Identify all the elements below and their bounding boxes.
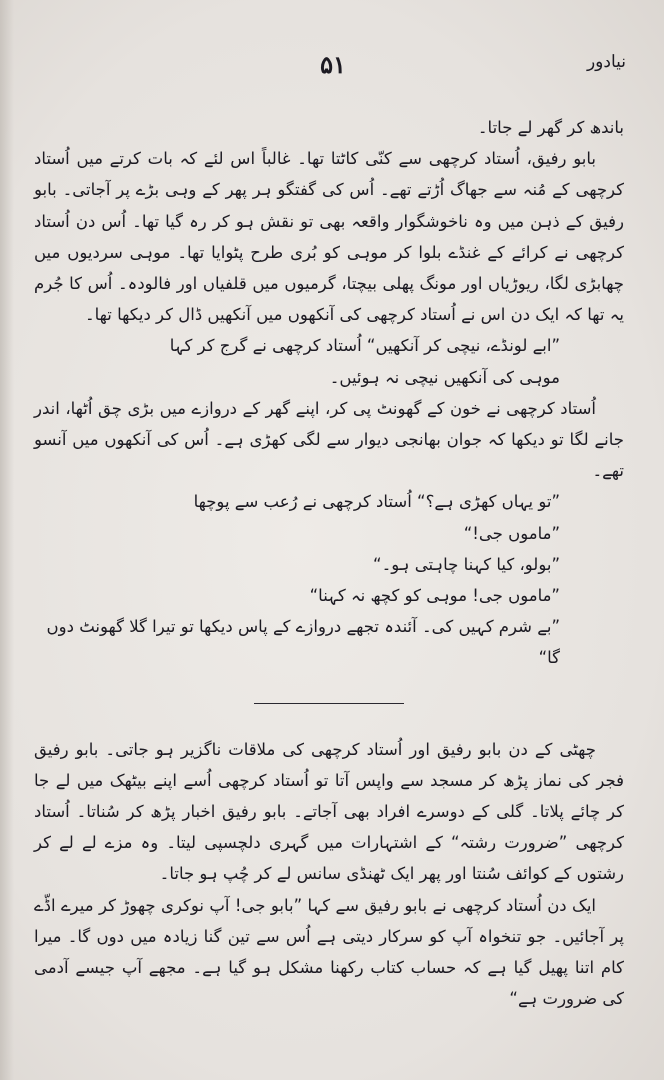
section-divider (254, 703, 404, 704)
paragraph-1: باندھ کر گھر لے جاتا۔ (477, 118, 624, 137)
dialogue-line-3: ”تو یہاں کھڑی ہے؟“ اُستاد کرچھی نے رُعب سے پوچھا (193, 492, 560, 512)
paragraph-3: اُستاد کرچھی نے خون کے گھونٹ پی کر، اپنے گھر کے دروازے میں بڑی چق اُٹھا، اندر جانے لگا تو دیکھا کہ جوان بھانجی دیوار سے لگی کھڑی ہے۔ اُس کی آنکھوں میں آنسو تھے۔ (34, 398, 624, 481)
page-header (40, 52, 626, 86)
dialogue-line-6: ”ماموں جی! موہی کو کچھ نہ کہنا“ (309, 586, 560, 606)
paragraph-2: بابو رفیق، اُستاد کرچھی سے کنّی کاٹتا تھا۔ غالباً اس لئے کہ بات کرتے میں اُستاد کرچھی کے مُنہ سے جھاگ اُڑتے تھے۔ اُس کی گفتگو ہر پھر کے وہی بڑے پر آجاتی۔ بابو رفیق کے ذہن میں وہ ناخوشگوار واقعہ بھی تو نقش ہو کر رہ گیا تھا۔ اُس دن اُستاد کرچھی نے کرائے کے غنڈے بلوا کر موہی کو بُری طرح پٹوایا تھا۔ موہی سردیوں میں چھابڑی لگا، ریوڑیاں اور مونگ پھلی بیچتا، گرمیوں میں قلفیاں اور فالودہ۔ اُس کا جُرم یہ تھا کہ ایک دن اس نے اُستاد کرچھی کی آنکھوں میں آنکھیں ڈال کر دیکھا تھا۔ (34, 149, 624, 325)
paragraph-5: ایک دن اُستاد کرچھی نے بابو رفیق سے کہا ”بابو جی! آپ نوکری چھوڑ کر میرے اڈّے پر آجائیں۔ جو تنخواہ آپ کو سرکار دیتی ہے اُس سے تین گنا زیادہ میں دوں گا۔ میرا کام اتنا پھیل گیا ہے کہ حساب کتاب رکھنا مشکل ہو گیا ہے۔ مجھے آپ جیسے آدمی کی ضرورت ہے“ (34, 895, 624, 1009)
body-text (34, 112, 624, 1014)
paragraph-4: چھٹی کے دن بابو رفیق اور اُستاد کرچھی کی ملاقات ناگزیر ہو جاتی۔ بابو رفیق فجر کی نماز پڑھ کر مسجد سے واپس آتا تو اُستاد کرچھی اُسے اپنے بیٹھک میں لے جا کر چائے پلاتا۔ گلی کے دوسرے افراد بھی آجاتے۔ بابو رفیق اخبار پڑھ کر سُناتا۔ اُستاد کرچھی ”ضرورت رشتہ“ کے اشتہارات میں گہری دلچسپی لیتا۔ وہ مزے لے لے کر رشتوں کے کوائف سُنتا اور پھر ایک ٹھنڈی سانس لے کر چُپ ہو جاتا۔ (34, 739, 624, 884)
dialogue-line-2: موہی کی آنکھیں نیچی نہ ہوئیں۔ (329, 367, 560, 387)
dialogue-line-5: ”بولو، کیا کہنا چاہتی ہو۔“ (373, 554, 560, 574)
dialogue-line-4: ”ماموں جی!“ (463, 523, 560, 543)
page-number: ۵۱ (320, 50, 346, 79)
dialogue-line-1: ”ابے لونڈے، نیچی کر آنکھیں“ اُستاد کرچھی نے گرج کر کہا (169, 336, 560, 356)
running-head-journal-title: نیادور (586, 52, 626, 72)
dialogue-line-7: ”بے شرم کہیں کی۔ آئندہ تجھے دروازے کے پاس دیکھا تو تیرا گلا گھونٹ دوں گا“ (46, 617, 560, 668)
